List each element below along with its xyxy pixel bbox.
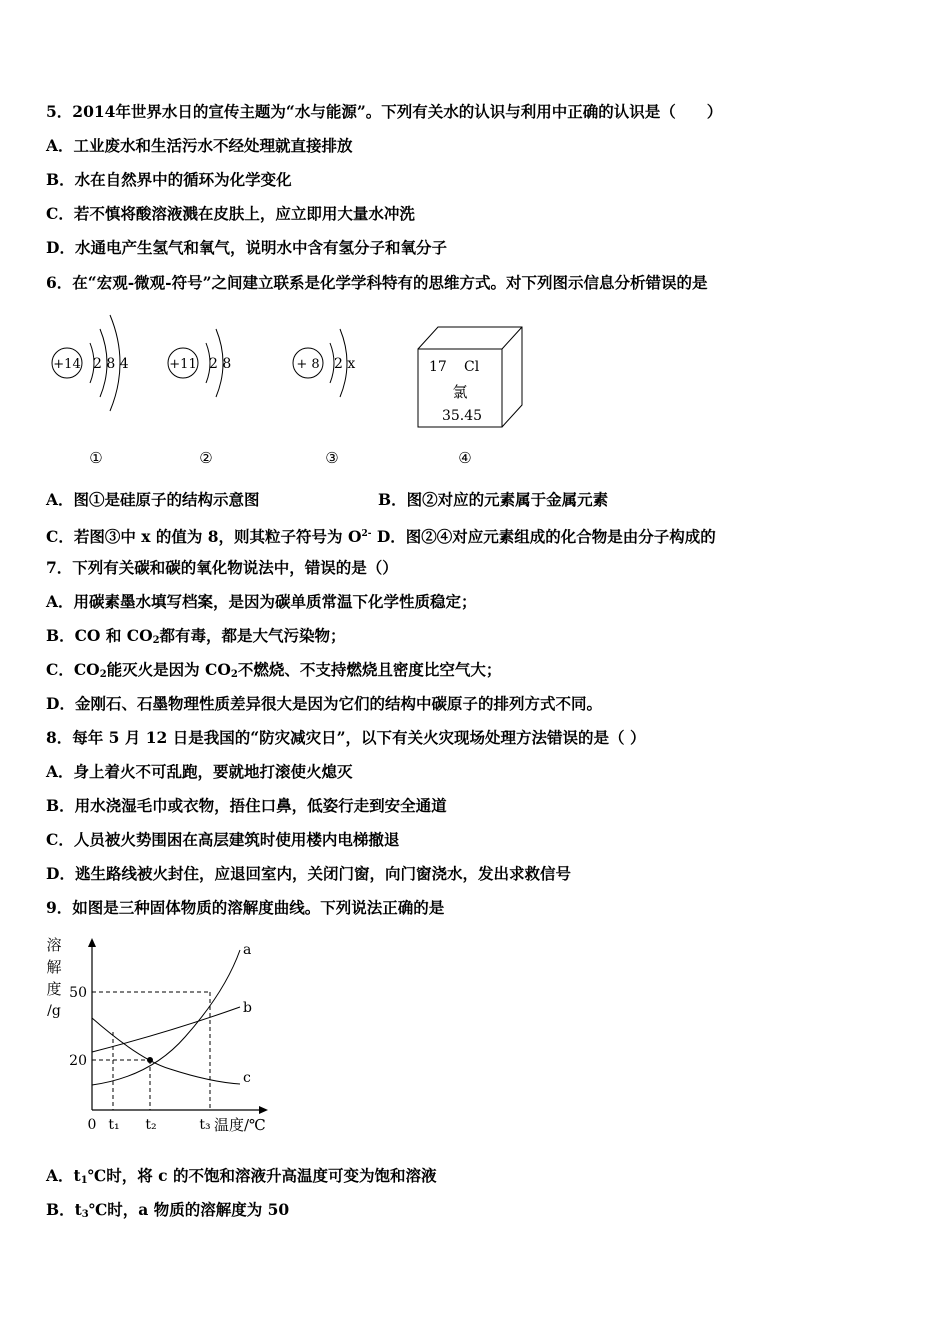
element-label: ④ [458, 449, 472, 467]
atom2-nucleus: +11 [169, 357, 197, 372]
q8-option-a: A．身上着火不可乱跑，要就地打滚使火熄灭 [46, 762, 353, 781]
q8-option-d: D．逃生路线被火封住，应退回室内，关闭门窗，向门窗浇水，发出求救信号 [46, 864, 571, 883]
q5-option-b: B．水在自然界中的循环为化学变化 [46, 170, 292, 189]
tick-t1: t₁ [108, 1117, 120, 1133]
atom3-label: ③ [325, 449, 339, 467]
q6-stem: 6．在“宏观-微观-符号”之间建立联系是化学学科特有的思维方式。对下列图示信息分析错误的是 [46, 273, 708, 292]
q7-stem: 7．下列有关碳和碳的氧化物说法中，错误的是（） [46, 558, 398, 577]
curve-c-label: c [243, 1070, 251, 1086]
q7-option-b [46, 626, 346, 651]
q9-option-a [46, 1166, 436, 1191]
atom2-shells: 2 8 [209, 356, 232, 372]
q7-option-c-pre: C．CO [46, 660, 100, 679]
q5-stem: 5．2014年世界水日的宣传主题为“水与能源”。下列有关水的认识与利用中正确的认识是（ ） [46, 102, 723, 121]
atom-diagram-1 [52, 315, 129, 467]
q6-option-b: B．图②对应的元素属于金属元素 [378, 490, 609, 509]
q6-diagram [40, 305, 540, 475]
element-number: 17 [429, 359, 447, 375]
q7-option-c-mid: 能灭火是因为 CO [106, 660, 231, 679]
q7-option-c-sub: 2 [99, 669, 107, 680]
q6-option-a: A．图①是硅原子的结构示意图 [46, 490, 260, 509]
curve-a-line [92, 950, 240, 1085]
q9-option-b-sub: 3 [81, 1209, 89, 1220]
q8-option-b: B．用水浇湿毛巾或衣物，捂住口鼻，低姿行走到安全通道 [46, 796, 447, 815]
q7-option-d: D．金刚石、石墨物理性质差异很大是因为它们的结构中碳原子的排列方式不同。 [46, 694, 602, 713]
q8-option-c: C．人员被火势围困在高层建筑时使用楼内电梯撤退 [46, 830, 400, 849]
graph-xlabel: 温度/℃ [214, 1116, 266, 1134]
tick-t2: t₂ [145, 1117, 157, 1133]
q7-option-b-post: 都有毒，都是大气污染物； [159, 626, 346, 645]
q9-option-b [46, 1200, 289, 1225]
tick-50: 50 [69, 985, 87, 1001]
atom-diagram-3 [293, 329, 355, 467]
tick-origin: 0 [87, 1117, 97, 1133]
q6-option-c: C．若图③中 x 的值为 8，则其粒子符号为 O [46, 527, 362, 546]
q7-option-b-pre: B．CO 和 CO [46, 626, 153, 645]
element-mass: 35.45 [441, 408, 483, 424]
atom2-label: ② [199, 449, 213, 467]
q6-options-ab [46, 490, 609, 510]
atom1-label: ① [89, 449, 103, 467]
q7-option-c-post: 不燃烧、不支持燃烧且密度比空气大； [237, 660, 502, 679]
q9-option-a-sub: 1 [80, 1175, 88, 1186]
q7-option-c [46, 660, 501, 685]
q8-stem: 8．每年 5 月 12 日是我国的“防灾减灾日”，以下有关火灾现场处理方法错误的是（ ） [46, 728, 646, 747]
curve-b-line [92, 1007, 240, 1052]
q9-option-a-pre: A．t [46, 1166, 81, 1185]
q7-option-a: A．用碳素墨水填写档案，是因为碳单质常温下化学性质稳定； [46, 592, 477, 611]
q7-option-b-sub: 2 [152, 635, 160, 646]
q9-option-b-pre: B．t [46, 1200, 82, 1219]
graph-ylabel-4: /g [47, 1003, 61, 1019]
graph-ylabel-3: 度 [46, 980, 62, 998]
q6-options-cd [46, 524, 716, 547]
solubility-graph [40, 932, 280, 1137]
tick-t3: t₃ [199, 1117, 211, 1133]
atom-diagram-2 [168, 329, 231, 467]
q6-option-c-charge: 2- [361, 529, 372, 539]
q7-option-c-sub2: 2 [230, 669, 238, 680]
atom1-nucleus: +14 [53, 357, 81, 372]
curve-c-line [92, 1018, 240, 1084]
q5-option-d: D．水通电产生氢气和氧气，说明水中含有氢分子和氧分子 [46, 238, 447, 257]
q6-option-d: D．图②④对应元素组成的化合物是由分子构成的 [371, 527, 716, 546]
atom1-shells: 2 8 4 [93, 356, 129, 372]
q9-option-b-post: ℃时，a 物质的溶解度为 50 [88, 1200, 290, 1219]
atom3-shells: 2 x [334, 356, 356, 372]
graph-ylabel-2: 解 [46, 958, 62, 976]
atom3-nucleus: + 8 [296, 357, 320, 372]
q9-option-a-post: ℃时，将 c 的不饱和溶液升高温度可变为饱和溶液 [87, 1166, 437, 1185]
curve-b-label: b [243, 1000, 252, 1016]
graph-ylabel-1: 溶 [46, 936, 62, 954]
element-symbol: Cl [464, 359, 480, 375]
curve-a-label: a [243, 942, 252, 958]
q9-stem: 9．如图是三种固体物质的溶解度曲线。下列说法正确的是 [46, 898, 445, 917]
tick-20: 20 [69, 1053, 87, 1069]
q5-option-c: C．若不慎将酸溶液溅在皮肤上，应立即用大量水冲洗 [46, 204, 415, 223]
element-name: 氯 [452, 383, 468, 401]
q5-option-a: A．工业废水和生活污水不经处理就直接排放 [46, 136, 353, 155]
element-card-chlorine [418, 327, 522, 467]
